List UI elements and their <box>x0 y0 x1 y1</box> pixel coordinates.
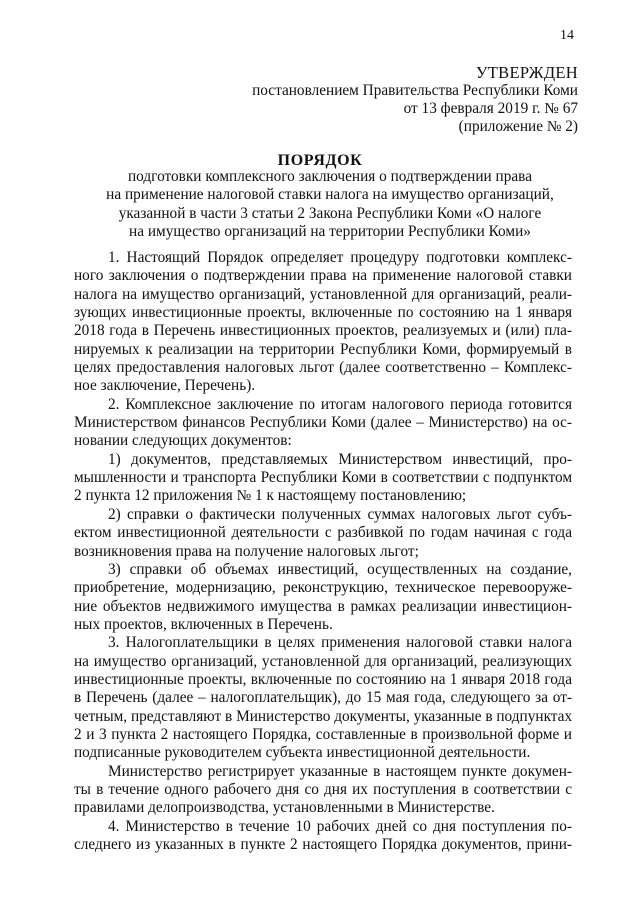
paragraph-line: ных проектов, включенных в Перечень. <box>74 615 333 633</box>
paragraph-line: правилами делопроизводства, установленными в Министерстве. <box>74 799 495 817</box>
paragraph-line: ты в течение одного рабочего дня со дня их поступления в соответствии с <box>74 780 572 798</box>
paragraph-line: ного заключения о подтверждении права на применение налоговой ставки <box>74 267 572 285</box>
paragraph-line: возникновения права на получение налоговых льгот; <box>74 542 419 560</box>
paragraph <box>74 634 572 762</box>
paragraph-line: в Перечень (далее – налогоплательщик), до 15 мая года, следующего за от- <box>74 689 572 707</box>
page-number: 14 <box>560 28 574 43</box>
paragraph-line: Министерство регистрирует указанные в настоящем пункте докумен- <box>108 762 572 780</box>
paragraph-line: 1) документов, представляемых Министерством инвестиций, про- <box>108 450 572 468</box>
subtitle-line: на имущество организаций на территории Республики Коми» <box>129 223 531 241</box>
subtitle-line: на применение налоговой ставки налога на имущество организаций, <box>106 186 554 204</box>
approval-block <box>252 64 578 136</box>
paragraph-line: ектом инвестиционной деятельности с разбивкой по годам начиная с года <box>74 524 572 542</box>
paragraph <box>74 451 572 506</box>
paragraph-line: 3. Налогоплательщики в целях применения налоговой ставки налога <box>108 634 572 652</box>
subtitle-line: указанной в части 3 статьи 2 Закона Республики Коми «О налоге <box>118 204 542 222</box>
paragraph <box>74 763 572 818</box>
paragraph <box>74 818 572 855</box>
paragraph-line: нируемых к реализации на территории Республики Коми, формируемый в <box>74 340 572 358</box>
paragraph-line: следнего из указанных в пункте 2 настоящего Порядка документов, прини- <box>74 836 572 853</box>
paragraph-line: подписанные руководителем субъекта инвестиционной деятельности. <box>74 744 531 762</box>
paragraph-line: 2) справки о фактически полученных суммах налоговых льгот субъ- <box>108 505 572 523</box>
paragraph-line: Министерством финансов Республики Коми (далее – Министерство) на ос- <box>74 414 572 432</box>
paragraph-line: налога на имущество организаций, установленной для организаций, реали- <box>74 285 572 303</box>
paragraph-line: приобретение, модернизацию, реконструкцию, техническое перевооруже- <box>74 579 572 597</box>
paragraph-line: ние объектов недвижимого имущества в рамках реализации инвестицион- <box>74 597 572 615</box>
paragraph-line: 2 и 3 пункта 2 настоящего Порядка, составленные в произвольной форме и <box>74 725 572 743</box>
document-subtitle <box>40 168 620 242</box>
paragraph-line: на имущество организаций, установленной для организаций, реализующих <box>74 652 572 670</box>
paragraph-line: целях предоставления налоговых льгот (далее соответственно – Комплекс- <box>74 359 572 377</box>
paragraph-line: четным, представляют в Министерство документы, указанные в подпунктах <box>74 707 573 725</box>
paragraph-line: 2. Комплексное заключение по итогам налогового периода готовится <box>108 395 572 413</box>
paragraph-line: зующих инвестиционные проекты, включенные по состоянию на 1 января <box>74 304 572 322</box>
approval-line-3: (приложение № 2) <box>458 118 578 135</box>
paragraph-line: 3) справки об объемах инвестиций, осуществленных на создание, <box>108 560 572 578</box>
approval-line-2: от 13 февраля 2019 г. № 67 <box>403 100 578 117</box>
paragraph <box>74 396 572 451</box>
paragraph-line: ное заключение, Перечень). <box>74 377 256 395</box>
paragraph-line: 1. Настоящий Порядок определяет процедуру подготовки комплекс- <box>108 249 572 266</box>
document-body <box>74 249 572 854</box>
paragraph-line: 2 пункта 12 приложения № 1 к настоящему постановлению; <box>74 487 467 505</box>
approval-line-1: постановлением Правительства Республики Коми <box>252 82 578 99</box>
subtitle-line: подготовки комплексного заключения о подтверждении права <box>128 168 532 185</box>
paragraph-line: новании следующих документов: <box>74 432 292 450</box>
paragraph <box>74 249 572 396</box>
approval-heading: УТВЕРЖДЕН <box>475 63 578 82</box>
paragraph <box>74 506 572 561</box>
paragraph-line: мышленности и транспорта Республики Коми в соответствии с подпунктом <box>74 469 572 487</box>
paragraph <box>74 561 572 634</box>
paragraph-line: 4. Министерство в течение 10 рабочих дней со дня поступления по- <box>108 817 572 835</box>
paragraph-line: инвестиционные проекты, включенные по состоянию на 1 января 2018 года <box>74 670 572 688</box>
document-title: ПОРЯДОК <box>277 152 363 169</box>
paragraph-line: 2018 года в Перечень инвестиционных проектов, реализуемых и (или) пла- <box>74 322 572 340</box>
